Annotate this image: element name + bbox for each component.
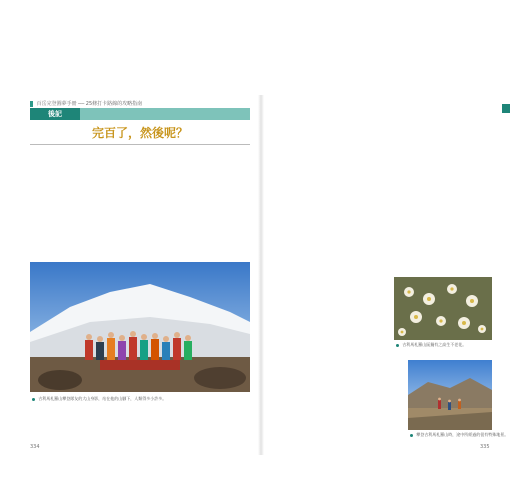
flower-photo-caption [396, 342, 466, 348]
running-header-text: 百岳完登圓夢手冊 ── 25條打卡路線的攻略指南 [36, 101, 143, 107]
flower-image [394, 277, 492, 340]
page-number-right: 335 [480, 444, 490, 450]
text-column-right-2 [384, 100, 492, 300]
main-photo-caption [32, 396, 166, 402]
flower-photo-caption-text: 吉利馬札羅山區獨有之高生不老花。 [402, 342, 467, 347]
climber-image [408, 360, 492, 430]
page-gutter [258, 95, 264, 455]
caption-bullet-icon [32, 398, 35, 401]
photo-everlasting-flower [394, 277, 492, 340]
text-column-right-1 [272, 100, 378, 420]
climber-photo-caption-text: 攀登吉利馬札羅山時，途中所經過的很有特殊地景。 [416, 432, 509, 437]
main-photo-caption-text: 吉利馬札羅山攀登隊友的大山身影，站在他的山腳下，人類得多小許多。 [38, 396, 167, 401]
header-marker-icon [30, 101, 33, 107]
caption-bullet-icon [410, 434, 413, 437]
mountain-team-image [30, 262, 250, 392]
section-label: 後記 [30, 108, 80, 120]
article-title: 完百了，然後呢？ [91, 126, 188, 140]
text-column-left-2 [142, 150, 250, 260]
photo-climber-landscape [408, 360, 492, 430]
section-bar [30, 108, 250, 120]
photo-kilimanjaro-team [30, 262, 250, 392]
caption-bullet-icon [396, 344, 399, 347]
text-column-left-1 [30, 150, 136, 260]
climber-photo-caption [410, 432, 508, 438]
title-divider [30, 144, 250, 145]
running-header [30, 100, 142, 107]
chapter-tab-marker [502, 104, 510, 113]
page-number-left: 334 [30, 444, 40, 450]
